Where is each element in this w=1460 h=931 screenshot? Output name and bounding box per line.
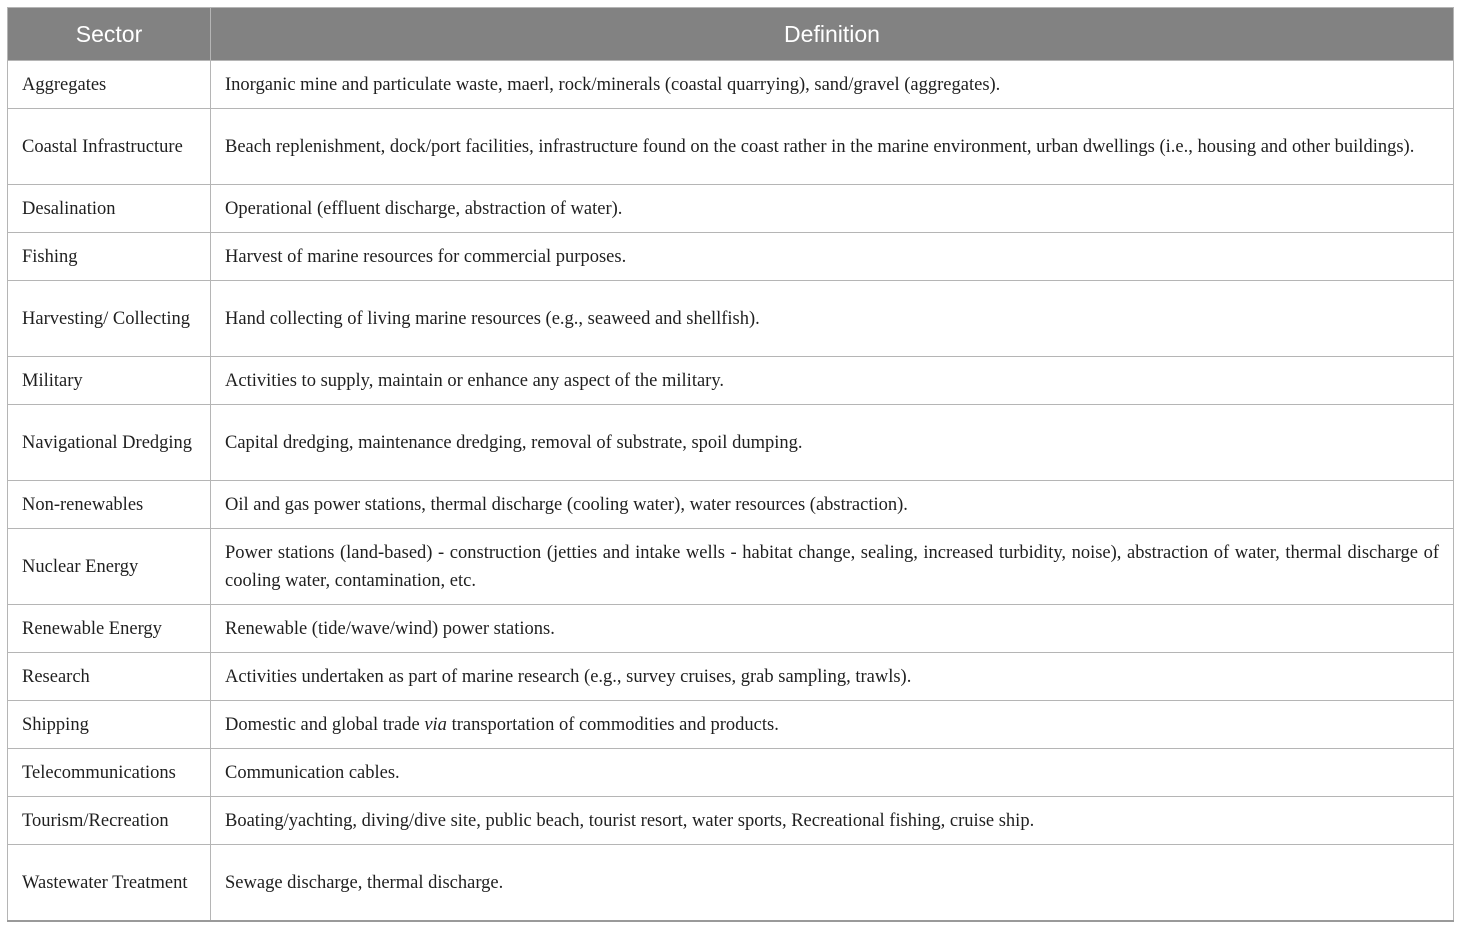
table-row bbox=[8, 481, 1454, 529]
sector-cell: Non-renewables bbox=[8, 481, 211, 529]
sector-cell: Harvesting/ Collecting bbox=[8, 281, 211, 357]
sector-cell: Shipping bbox=[8, 701, 211, 749]
definition-cell: Harvest of marine resources for commercial purposes. bbox=[211, 233, 1454, 281]
table-row bbox=[8, 233, 1454, 281]
table-row bbox=[8, 61, 1454, 109]
sector-cell: Nuclear Energy bbox=[8, 529, 211, 605]
table-row bbox=[8, 653, 1454, 701]
column-header-definition: Definition bbox=[211, 8, 1454, 61]
column-header-sector: Sector bbox=[8, 8, 211, 61]
sector-cell: Fishing bbox=[8, 233, 211, 281]
table-row bbox=[8, 605, 1454, 653]
definition-cell: Sewage discharge, thermal discharge. bbox=[211, 845, 1454, 922]
table-row bbox=[8, 357, 1454, 405]
definition-cell: Hand collecting of living marine resources (e.g., seaweed and shellfish). bbox=[211, 281, 1454, 357]
sector-cell: Wastewater Treatment bbox=[8, 845, 211, 922]
definition-cell: Beach replenishment, dock/port facilities, infrastructure found on the coast rather in the marine environment, urban dwellings (i.e., housing and other buildings). bbox=[211, 109, 1454, 185]
definition-cell: Inorganic mine and particulate waste, maerl, rock/minerals (coastal quarrying), sand/gravel (aggregates). bbox=[211, 61, 1454, 109]
sector-cell: Military bbox=[8, 357, 211, 405]
sector-cell: Tourism/Recreation bbox=[8, 797, 211, 845]
definition-cell: Activities undertaken as part of marine research (e.g., survey cruises, grab sampling, trawls). bbox=[211, 653, 1454, 701]
definition-cell: Activities to supply, maintain or enhance any aspect of the military. bbox=[211, 357, 1454, 405]
sector-definition-table bbox=[7, 7, 1454, 922]
definition-text: transportation of commodities and products. bbox=[446, 714, 779, 735]
definition-italic-text: via bbox=[424, 714, 447, 735]
definition-cell: Renewable (tide/wave/wind) power stations. bbox=[211, 605, 1454, 653]
sector-cell: Research bbox=[8, 653, 211, 701]
table-row bbox=[8, 281, 1454, 357]
table-row bbox=[8, 701, 1454, 749]
sector-cell: Aggregates bbox=[8, 61, 211, 109]
definition-cell: Power stations (land-based) - construction (jetties and intake wells - habitat change, sealing, increased turbidity, noise), abstraction of water, thermal discharge of cooling water, contamination, etc. bbox=[211, 529, 1454, 605]
table-header-row bbox=[8, 8, 1454, 61]
table-row bbox=[8, 109, 1454, 185]
definition-cell bbox=[211, 701, 1454, 749]
table-row bbox=[8, 797, 1454, 845]
sector-cell: Telecommunications bbox=[8, 749, 211, 797]
table-row bbox=[8, 529, 1454, 605]
sector-cell: Desalination bbox=[8, 185, 211, 233]
definition-cell: Capital dredging, maintenance dredging, removal of substrate, spoil dumping. bbox=[211, 405, 1454, 481]
table-row bbox=[8, 845, 1454, 922]
table-row bbox=[8, 405, 1454, 481]
definition-text: Domestic and global trade bbox=[225, 714, 425, 735]
definition-cell: Boating/yachting, diving/dive site, public beach, tourist resort, water sports, Recreational fishing, cruise ship. bbox=[211, 797, 1454, 845]
definition-cell: Oil and gas power stations, thermal discharge (cooling water), water resources (abstraction). bbox=[211, 481, 1454, 529]
definition-cell: Operational (effluent discharge, abstraction of water). bbox=[211, 185, 1454, 233]
sector-cell: Renewable Energy bbox=[8, 605, 211, 653]
table-row bbox=[8, 185, 1454, 233]
table-row bbox=[8, 749, 1454, 797]
sector-cell: Navigational Dredging bbox=[8, 405, 211, 481]
sector-cell: Coastal Infrastructure bbox=[8, 109, 211, 185]
definition-cell: Communication cables. bbox=[211, 749, 1454, 797]
